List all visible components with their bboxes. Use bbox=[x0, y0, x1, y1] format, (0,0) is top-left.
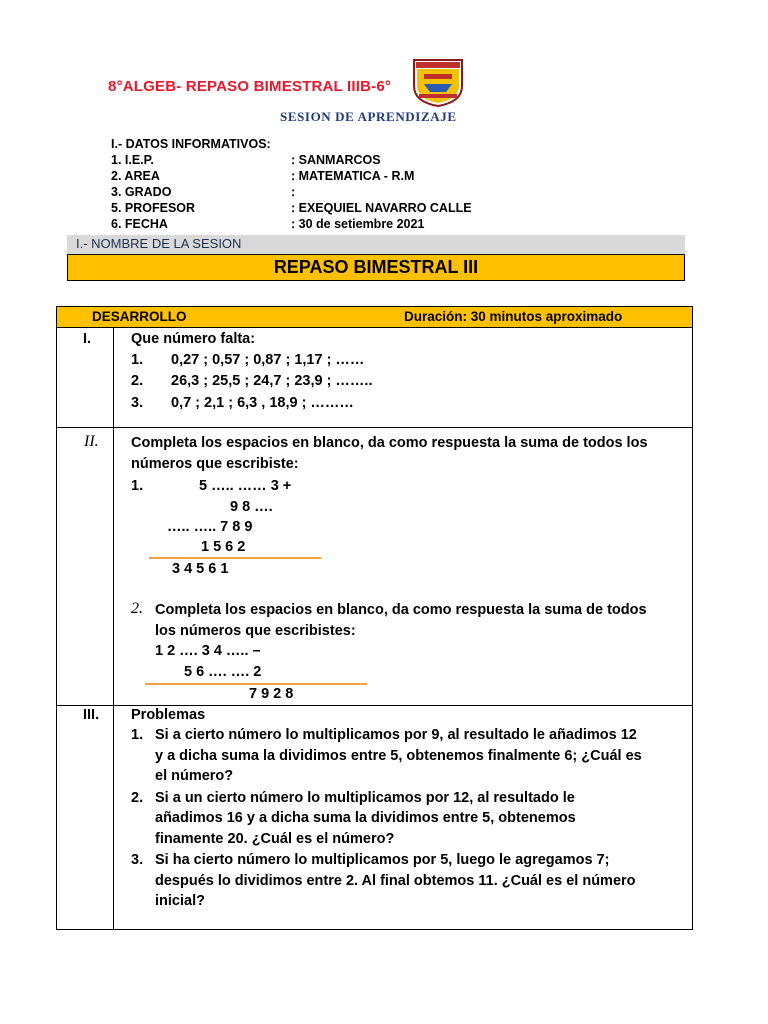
problem3-number: 3. bbox=[131, 852, 144, 868]
section1-item-text: 0,7 ; 2,1 ; 6,3 , 18,9 ; ……… bbox=[171, 395, 354, 411]
section1-item-text: 0,27 ; 0,57 ; 0,87 ; 1,17 ; …… bbox=[171, 352, 365, 368]
sum1-result: 3 4 5 6 1 bbox=[172, 561, 229, 577]
problem1-line2: y a dicha suma la dividimos entre 5, obtenemos finalmente 6; ¿Cuál es bbox=[155, 748, 642, 764]
sub2-result: 7 9 2 8 bbox=[249, 686, 294, 702]
problem2-line2: añadimos 16 y a dicha suma la dividimos entre 5, obtenemos bbox=[155, 810, 576, 826]
duracion-label: Duración: 30 minutos aproximado bbox=[404, 309, 623, 324]
section2-item2-number: 2. bbox=[131, 600, 143, 617]
dato-label-iep: 1. I.E.P. bbox=[111, 153, 154, 167]
problem1-line3: el número? bbox=[155, 768, 234, 784]
section2-item2-prompt-line1: Completa los espacios en blanco, da como respuesta la suma de todos bbox=[155, 602, 647, 618]
desarrollo-label: DESARROLLO bbox=[92, 309, 187, 324]
sesion-heading: SESION DE APRENDIZAJE bbox=[280, 109, 457, 124]
nombre-sesion-label: I.- NOMBRE DE LA SESION bbox=[76, 236, 242, 251]
section3-roman: III. bbox=[83, 707, 100, 723]
sum1-row2: 9 8 …. bbox=[230, 499, 273, 515]
sub2-result-rule bbox=[145, 683, 367, 685]
dato-value-profesor: : EXEQUIEL NAVARRO CALLE bbox=[291, 201, 472, 215]
problem3-line2: después lo dividimos entre 2. Al final obtemos 11. ¿Cuál es el número bbox=[155, 873, 636, 889]
sub2-row2: 5 6 …. …. 2 bbox=[184, 664, 262, 680]
section2-item2-prompt-line2: los números que escribistes: bbox=[155, 623, 356, 639]
school-crest-logo bbox=[410, 56, 466, 108]
document-title: 8°ALGEB- REPASO BIMESTRAL IIIB-6° bbox=[108, 78, 392, 95]
problem2-line1: Si a un cierto número lo multiplicamos por 12, al resultado le bbox=[155, 790, 575, 806]
dato-value-fecha: : 30 de setiembre 2021 bbox=[291, 217, 425, 231]
sub2-row1: 1 2 …. 3 4 ….. – bbox=[155, 643, 261, 659]
problem2-line3: finamente 20. ¿Cuál es el número? bbox=[155, 831, 395, 847]
dato-label-grado: 3. GRADO bbox=[111, 185, 172, 199]
dato-value-iep: : SANMARCOS bbox=[291, 153, 381, 167]
section1-item-text: 26,3 ; 25,5 ; 24,7 ; 23,9 ; …….. bbox=[171, 373, 373, 389]
section1-item-number: 1. bbox=[131, 352, 144, 368]
dato-label-area: 2. AREA bbox=[111, 169, 160, 183]
section2-item1-number: 1. bbox=[131, 478, 144, 494]
section1-item-number: 2. bbox=[131, 373, 144, 389]
section1-item-number: 3. bbox=[131, 395, 144, 411]
problem3-line1: Si ha cierto número lo multiplicamos por 5, luego le agregamos 7; bbox=[155, 852, 610, 868]
session-title: REPASO BIMESTRAL III bbox=[273, 257, 479, 277]
dato-value-grado: : bbox=[291, 185, 296, 199]
dato-label-fecha: 6. FECHA bbox=[111, 217, 168, 231]
datos-heading: I.- DATOS INFORMATIVOS: bbox=[111, 137, 271, 151]
sum1-row1: 5 ….. …… 3 + bbox=[199, 478, 292, 494]
section1-roman: I. bbox=[83, 331, 92, 347]
column-divider bbox=[113, 327, 114, 929]
problem3-line3: inicial? bbox=[155, 893, 205, 909]
problem1-line1: Si a cierto número lo multiplicamos por 9, al resultado le añadimos 12 bbox=[155, 727, 637, 743]
section3-heading: Problemas bbox=[131, 707, 206, 723]
section2-prompt-line2: números que escribiste: bbox=[131, 456, 299, 472]
problem2-number: 2. bbox=[131, 790, 144, 806]
sum1-row4: 1 5 6 2 bbox=[201, 539, 246, 555]
divider-header bbox=[57, 327, 692, 328]
session-title-box bbox=[67, 254, 685, 281]
divider-section2 bbox=[57, 705, 692, 706]
section2-prompt-line1: Completa los espacios en blanco, da como respuesta la suma de todos los bbox=[131, 435, 648, 451]
divider-section1 bbox=[57, 427, 692, 428]
section1-prompt: Que número falta: bbox=[131, 331, 256, 347]
dato-value-area: : MATEMATICA - R.M bbox=[291, 169, 415, 183]
dato-label-profesor: 5. PROFESOR bbox=[111, 201, 196, 215]
problem1-number: 1. bbox=[131, 727, 144, 743]
section2-roman: II. bbox=[84, 433, 99, 450]
sum1-result-rule bbox=[149, 557, 321, 559]
sum1-row3: ….. ….. 7 8 9 bbox=[167, 519, 253, 535]
